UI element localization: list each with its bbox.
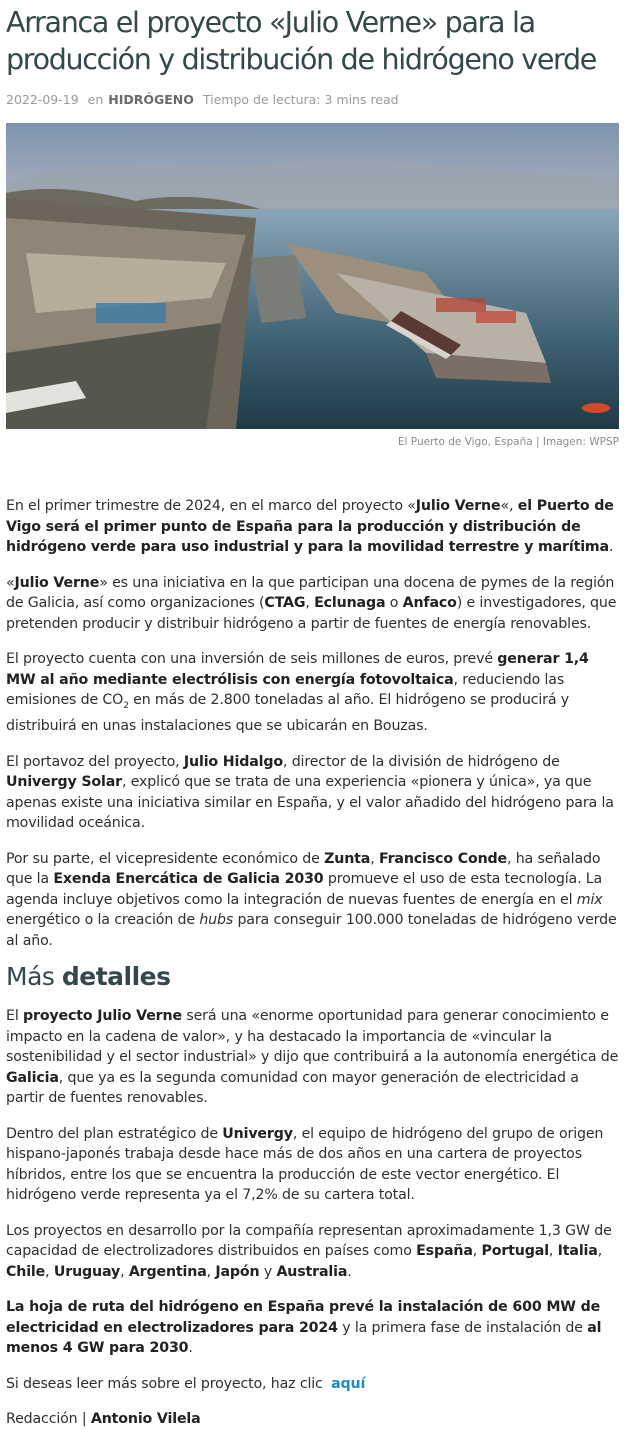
paragraph-5: Por su parte, el vicepresidente económico de Zunta, Francisco Conde, ha señalado que la Exenda Enercática de Galicia 2030 promueve el uso de esta tecnología. La agenda incluye objetivos como la integración de nuevas fuentes de energía en el mix energético o la creación de hubs para conseguir 100.000 toneladas de hidrógeno verde al año. — [6, 850, 617, 949]
reading-time: Tiempo de lectura: 3 mins read — [202, 92, 399, 107]
paragraph-9: La hoja de ruta del hidrógeno en España prevé la instalación de 600 MW de electricidad en electrolizadores para 2024 y la primera fase de instalación de al menos 4 GW para 2030. — [6, 1299, 602, 1357]
category-prefix: en — [87, 92, 104, 107]
article-title: Arranca el proyecto «Julio Verne» para la producción y distribución de hidrógeno verde — [6, 6, 596, 76]
author-name: Antonio Vilela — [90, 1411, 201, 1428]
section-heading: Más detalles — [6, 962, 171, 992]
paragraph-2: «Julio Verne» es una iniciativa en la que participan una docena de pymes de la región de Galicia, así como organizaciones (CTAG, Eclunaga o Anfaco) e investigadores, que pretenden producir y distribuir hidrógeno a partir de fuentes de energía renovables. — [6, 574, 617, 632]
article-body — [6, 496, 619, 1430]
image-caption: El Puerto de Vigo, España | Imagen: WPSP — [397, 436, 619, 448]
paragraph-8: Los proyectos en desarrollo por la compañía representan aproximadamente 1,3 GW de capacidad de electrolizadores distribuidos en países como España, Portugal, Italia, Chile, Uruguay, Argentina, Japón y Australia. — [6, 1222, 612, 1280]
paragraph-6: El proyecto Julio Verne será una «enorme oportunidad para generar conocimiento e impacto en la cadena de valor», y ha destacado la importancia de «vincular la sostenibilidad y el sector industrial» y dijo que contribuirá a la autonomía energética de Galicia, que ya es la segunda comunidad con mayor generación de electricidad a partir de fuentes renovables. — [6, 1008, 619, 1107]
paragraph-4: El portavoz del proyecto, Julio Hidalgo, director de la división de hidrógeno de Univergy Solar, explicó que se trata de una experiencia «pionera y única», ya que apenas existe una iniciativa similar en España, y el valor añadido del hidrógeno para la movilidad oceánica. — [6, 753, 614, 832]
paragraph-10: Si deseas leer más sobre el proyecto, haz clic aquí — [6, 1375, 366, 1392]
category-link[interactable]: HIDRÓGENO — [108, 92, 194, 107]
hero-image-port — [6, 123, 619, 429]
publish-date: 2022-09-19 — [6, 92, 79, 107]
paragraph-1: En el primer trimestre de 2024, en el marco del proyecto «Julio Verne«, el Puerto de Vigo será el primer punto de España para la producción y distribución de hidrógeno verde para uso industrial y para la movilidad terrestre y marítima. — [6, 498, 614, 555]
paragraph-7: Dentro del plan estratégico de Univergy, el equipo de hidrógeno del grupo de origen hispano-japonés trabaja desde hace más de dos años en una cartera de proyectos híbridos, entre los que se encuentra la producción de este vector energético. El hidrógeno verde representa ya el 7,2% de su cartera total. — [6, 1125, 604, 1204]
paragraph-3: El proyecto cuenta con una inversión de seis millones de euros, prevé generar 1,4 MW al año mediante electrólisis con energía fotovoltaica, reduciendo las emisiones de $CO_2$ en más de 2.800 toneladas al año. El hidrógeno se producirá y distribuirá en unas instalaciones que se ubicarán en Bouzas. — [6, 651, 589, 735]
author-line: Redacción | Antonio Vilela — [6, 1411, 201, 1428]
read-more-link[interactable]: aquí — [331, 1375, 366, 1392]
article-meta — [6, 92, 619, 110]
